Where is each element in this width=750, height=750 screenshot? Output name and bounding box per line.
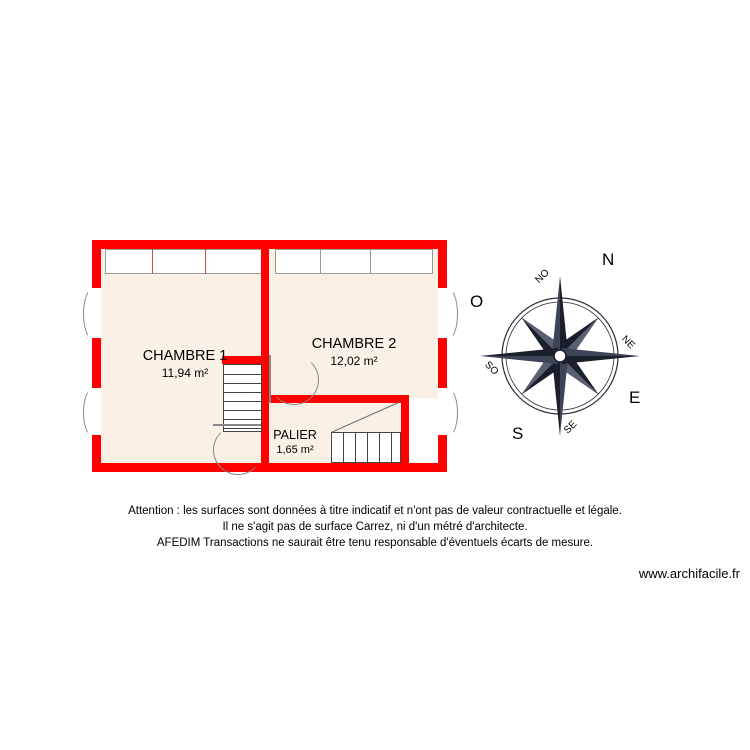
compass-label-southwest: SO xyxy=(482,359,501,378)
room-label-chambre-1 xyxy=(120,348,250,380)
wall-top xyxy=(92,240,447,249)
room-name-palier: PALIER xyxy=(273,428,317,442)
door-leaf-chambre-1 xyxy=(213,424,261,426)
window-top-left-mullion-2 xyxy=(205,249,206,274)
compass-label-south: S xyxy=(512,424,524,443)
window-arc-right-upper xyxy=(438,288,458,340)
window-arc-right-lower xyxy=(438,388,458,437)
room-area-chambre-1: 11,94 m² xyxy=(161,366,209,380)
door-leaf-chambre-2 xyxy=(269,355,271,403)
room-label-palier xyxy=(245,428,345,456)
wall-right-lower xyxy=(438,435,447,472)
room-area-chambre-2: 12,02 m² xyxy=(330,354,378,368)
compass-label-west: O xyxy=(470,292,484,311)
disclaimer-line-2: Il ne s'agit pas de surface Carrez, ni d'un métré d'architecte. xyxy=(222,521,528,533)
wall-palier-right xyxy=(401,395,409,463)
wall-left-upper xyxy=(92,240,101,288)
compass-label-north: N xyxy=(602,250,615,269)
compass-rose xyxy=(462,250,658,454)
room-name-chambre-1: CHAMBRE 1 xyxy=(142,348,228,364)
compass-label-northwest: NO xyxy=(533,267,552,286)
floor-plan xyxy=(92,240,447,472)
compass-label-east: E xyxy=(629,388,641,407)
window-top-right-mullion-2 xyxy=(370,249,371,274)
window-top-left-mullion-1 xyxy=(152,249,153,274)
disclaimer xyxy=(0,503,750,551)
room-area-palier: 1,65 m² xyxy=(276,444,314,456)
disclaimer-line-1: Attention : les surfaces sont données à titre indicatif et n'ont pas de valeur contractuelle et légale. xyxy=(128,505,622,517)
window-arc-left-lower xyxy=(83,388,103,437)
compass-label-southeast: SE xyxy=(562,418,580,437)
website-url: www.archifacile.fr xyxy=(638,566,740,581)
wall-right-upper xyxy=(438,240,447,288)
window-arc-left-upper xyxy=(83,288,103,340)
window-top-right-mullion-1 xyxy=(320,249,321,274)
wall-bottom xyxy=(92,463,447,472)
compass-label-northeast: NE xyxy=(619,333,637,352)
wall-left-mid xyxy=(92,338,101,388)
room-name-chambre-2: CHAMBRE 2 xyxy=(311,336,397,352)
wall-right-mid xyxy=(438,338,447,388)
window-top-right xyxy=(275,249,433,274)
wall-left-lower xyxy=(92,435,101,472)
room-label-chambre-2 xyxy=(289,336,419,368)
window-top-left xyxy=(105,249,265,274)
disclaimer-line-3: AFEDIM Transactions ne saurait être tenu responsable d'éventuels écarts de mesure. xyxy=(156,537,594,549)
